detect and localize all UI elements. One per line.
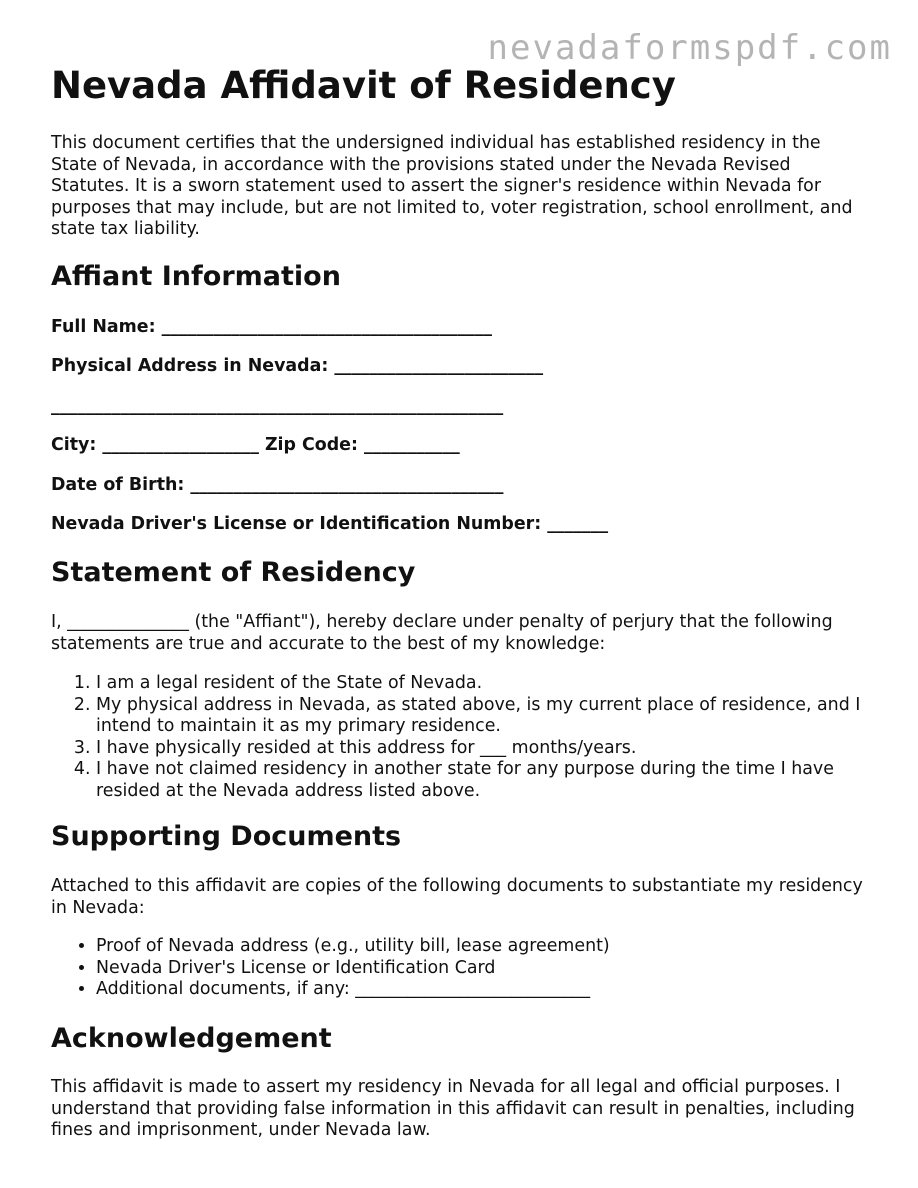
acknowledgement-text: This affidavit is made to assert my residency in Nevada for all legal and official purposes. I understand that providing false information in this affidavit can result in penalties, including fines and imprisonment, under Nevada law. bbox=[51, 1077, 855, 1140]
list-item: 1. I am a legal resident of the State of Nevada. bbox=[96, 673, 871, 695]
city-zip-field: City: __________________ Zip Code: ___________ bbox=[51, 435, 460, 455]
supporting-list bbox=[51, 936, 871, 1001]
list-item: 3. I have physically resided at this address for ___ months/years. bbox=[96, 738, 871, 760]
list-item: 4. I have not claimed residency in another state for any purpose during the time I have resided at the Nevada address listed above. bbox=[96, 759, 871, 802]
physical-address-field: Physical Address in Nevada: ________________________ bbox=[51, 356, 544, 376]
list-item: • Nevada Driver's License or Identification Card bbox=[96, 958, 871, 980]
dob-field: Date of Birth: ____________________________________ bbox=[51, 475, 504, 495]
statement-heading: Statement of Residency bbox=[51, 557, 416, 588]
page-title: Nevada Affidavit of Residency bbox=[51, 64, 676, 107]
watermark: nevadaformspdf.com bbox=[487, 28, 892, 68]
license-field: Nevada Driver's License or Identification Number: _______ bbox=[51, 514, 609, 534]
list-item: 2. My physical address in Nevada, as stated above, is my current place of residence, and I intend to maintain it as my primary residence. bbox=[96, 695, 871, 738]
list-item: • Additional documents, if any: ___________________________ bbox=[96, 979, 871, 1001]
full-name-field: Full Name: ______________________________________ bbox=[51, 317, 493, 337]
address-line2-field: ____________________________________________________ bbox=[51, 396, 504, 416]
acknowledgement-heading: Acknowledgement bbox=[51, 1023, 332, 1054]
statement-intro: I, ______________ (the "Affiant"), hereby declare under penalty of perjury that the following statements are true and accurate to the best of my knowledge: bbox=[51, 612, 833, 654]
statement-list bbox=[51, 673, 871, 802]
supporting-heading: Supporting Documents bbox=[51, 821, 402, 852]
intro-paragraph: This document certifies that the undersigned individual has established residency in the State of Nevada, in accordance with the provisions stated under the Nevada Revised Statutes. It is a sworn statement used to assert the signer's residence within Nevada for purposes that may include, but are not limited to, voter registration, school enrollment, and state tax liability. bbox=[51, 133, 853, 239]
list-item: • Proof of Nevada address (e.g., utility bill, lease agreement) bbox=[96, 936, 871, 958]
supporting-intro: Attached to this affidavit are copies of the following documents to substantiate my residency in Nevada: bbox=[51, 876, 863, 918]
affiant-heading: Affiant Information bbox=[51, 261, 341, 292]
